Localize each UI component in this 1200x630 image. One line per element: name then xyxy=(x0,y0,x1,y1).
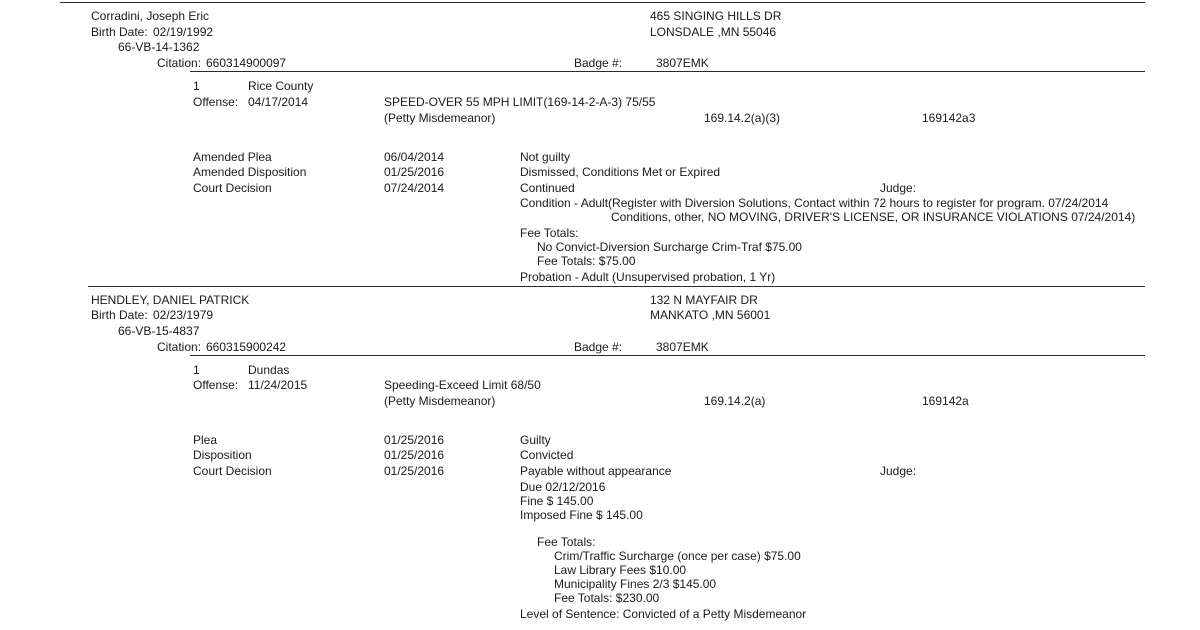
offense-class: (Petty Misdemeanor) xyxy=(384,394,496,408)
statute: 169.14.2(a) xyxy=(704,394,766,408)
event-label: Plea xyxy=(193,433,218,447)
fine-amount: Fine $ 145.00 xyxy=(520,494,594,508)
event-value: Continued xyxy=(520,181,575,195)
citation-rule xyxy=(190,355,1145,356)
judge-label: Judge: xyxy=(880,181,917,195)
badge-number: 3807EMK xyxy=(656,340,709,354)
fee-item: Law Library Fees $10.00 xyxy=(554,563,687,577)
statute: 169.14.2(a)(3) xyxy=(704,111,781,125)
event-label: Amended Plea xyxy=(193,150,272,164)
event-label: Court Decision xyxy=(193,464,272,478)
condition-line-2: Conditions, other, NO MOVING, DRIVER'S LICENSE, OR INSURANCE VIOLATIONS 07/24/2014) xyxy=(611,210,1136,224)
offense-description: Speeding-Exceed Limit 68/50 xyxy=(384,378,541,392)
sentence-level: Level of Sentence: Convicted of a Petty Misdemeanor xyxy=(520,607,807,621)
event-date: 01/25/2016 xyxy=(384,433,445,447)
fee-totals-header: Fee Totals: xyxy=(520,226,579,240)
citation-rule xyxy=(190,71,1145,72)
condition-line-1: Condition - Adult(Register with Diversion Solutions, Contact within 72 hours to register for program. 07/24/2014 xyxy=(520,196,1109,210)
case-number: 66-VB-14-1362 xyxy=(118,40,200,54)
fee-item: Municipality Fines 2/3 $145.00 xyxy=(554,577,717,591)
count-number: 1 xyxy=(193,363,200,377)
defendant-name: Corradini, Joseph Eric xyxy=(91,9,210,23)
offense-label: Offense: xyxy=(193,378,239,392)
badge-label: Badge #: xyxy=(574,340,623,354)
jurisdiction: Rice County xyxy=(248,79,314,93)
fee-total: Fee Totals: $75.00 xyxy=(537,254,636,268)
count-number: 1 xyxy=(193,79,200,93)
event-value: Payable without appearance xyxy=(520,464,672,478)
offense-date: 04/17/2014 xyxy=(248,95,309,109)
statute-code: 169142a xyxy=(922,394,969,408)
fee-item: No Convict-Diversion Surcharge Crim-Traf $75.00 xyxy=(537,240,802,254)
birth-date-label: Birth Date: xyxy=(91,25,148,39)
record-separator xyxy=(88,286,1145,287)
due-date: Due 02/12/2016 xyxy=(520,480,606,494)
event-label: Amended Disposition xyxy=(193,165,307,179)
fee-total: Fee Totals: $230.00 xyxy=(554,591,660,605)
offense-description: SPEED-OVER 55 MPH LIMIT(169-14-2-A-3) 75/55 xyxy=(384,95,656,109)
event-date: 06/04/2014 xyxy=(384,150,445,164)
imposed-fine: Imposed Fine $ 145.00 xyxy=(520,508,643,522)
address-line-2: MANKATO ,MN 56001 xyxy=(650,308,771,322)
birth-date: 02/19/1992 xyxy=(153,25,214,39)
badge-number: 3807EMK xyxy=(656,56,709,70)
offense-label: Offense: xyxy=(193,95,239,109)
event-label: Court Decision xyxy=(193,181,272,195)
probation: Probation - Adult (Unsupervised probation, 1 Yr) xyxy=(520,270,776,284)
event-value: Not guilty xyxy=(520,150,571,164)
top-rule xyxy=(60,2,1145,3)
address-line-2: LONSDALE ,MN 55046 xyxy=(650,25,777,39)
event-date: 01/25/2016 xyxy=(384,464,445,478)
birth-date-label: Birth Date: xyxy=(91,308,148,322)
jurisdiction: Dundas xyxy=(248,363,290,377)
case-number: 66-VB-15-4837 xyxy=(118,324,200,338)
citation-label: Citation: xyxy=(157,56,202,70)
event-value: Guilty xyxy=(520,433,551,447)
address-line-1: 132 N MAYFAIR DR xyxy=(650,293,758,307)
badge-label: Badge #: xyxy=(574,56,623,70)
event-date: 01/25/2016 xyxy=(384,165,445,179)
citation-number: 660314900097 xyxy=(206,56,287,70)
fee-totals-header: Fee Totals: xyxy=(537,535,596,549)
event-value: Dismissed, Conditions Met or Expired xyxy=(520,165,721,179)
citation-number: 660315900242 xyxy=(206,340,287,354)
judge-label: Judge: xyxy=(880,464,917,478)
citation-label: Citation: xyxy=(157,340,202,354)
event-date: 07/24/2014 xyxy=(384,181,445,195)
event-label: Disposition xyxy=(193,448,252,462)
offense-date: 11/24/2015 xyxy=(248,378,308,392)
event-value: Convicted xyxy=(520,448,574,462)
event-date: 01/25/2016 xyxy=(384,448,445,462)
defendant-name: HENDLEY, DANIEL PATRICK xyxy=(91,293,250,307)
statute-code: 169142a3 xyxy=(922,111,976,125)
fee-item: Crim/Traffic Surcharge (once per case) $75.00 xyxy=(554,549,801,563)
offense-class: (Petty Misdemeanor) xyxy=(384,111,496,125)
birth-date: 02/23/1979 xyxy=(153,308,214,322)
address-line-1: 465 SINGING HILLS DR xyxy=(650,9,782,23)
